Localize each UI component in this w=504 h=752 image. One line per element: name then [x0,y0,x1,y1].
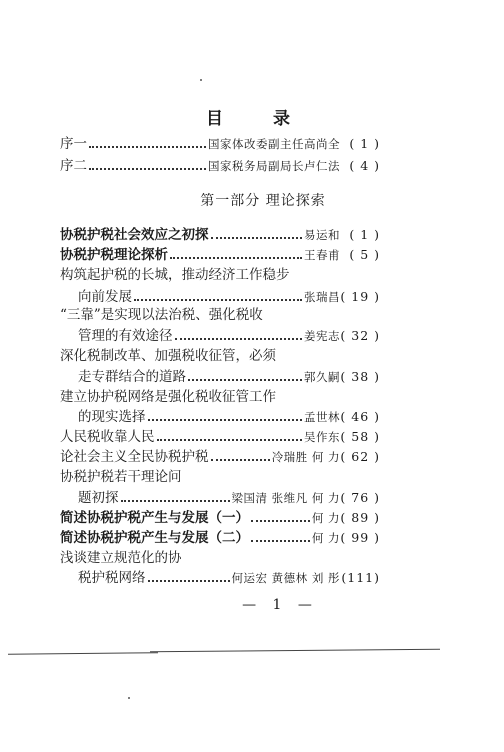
entry-page: ( 99 ) [340,530,380,545]
entry-title-cont: 题初探 [78,490,119,506]
toc-entry[interactable] [78,367,380,387]
entry-title: 论社会主义全民协税护税 [60,449,209,465]
entry-author: 何 力 [311,511,340,525]
entry-author: 国家体改委副主任高尚全 [208,137,340,151]
entry-title-cont: 走专群结合的道路 [78,369,186,385]
entry-author: 何 力 [311,531,340,545]
entry-author: 郭久嗣 [304,370,340,384]
toc-entry[interactable] [60,245,380,265]
entry-title: 协税护税理论探析 [60,247,168,263]
entry-title-cont: 的现实选择 [78,409,146,425]
entry-page: ( 5 ) [349,247,380,262]
dot-leader [148,419,303,421]
entry-page: ( 38 ) [340,369,380,384]
scan-line [8,652,158,655]
toc-entry-preface-2[interactable] [60,156,380,176]
entry-title: 协税护税若干理论问 [60,469,182,485]
toc-entry[interactable] [60,528,380,548]
entry-page: ( 4 ) [349,158,380,173]
entry-page: ( 1 ) [349,136,380,151]
dot-leader [121,500,230,502]
page-title: 目 录 [206,109,312,129]
entry-page: ( 19 ) [340,289,380,304]
entry-author: 易运和 [304,228,340,242]
entry-author: 王春甫 [304,248,340,262]
entry-author: 姜宪志 [304,329,340,343]
entry-title: 序二 [60,158,87,174]
entry-page: ( 89 ) [340,510,380,525]
entry-page: ( 76 ) [340,490,380,505]
toc-entry[interactable] [78,568,380,588]
entry-title: 简述协税护税产生与发展（二） [60,530,249,546]
scan-speck [128,697,130,699]
dot-leader [175,338,303,340]
toc-entry-preface-1[interactable] [60,134,380,154]
toc-entry-line[interactable] [60,548,182,568]
entry-author: 孟世林 [304,410,340,424]
entry-author: 梁国清 张维凡 何 力 [231,491,340,505]
section-heading: 第一部分 理论探索 [200,193,326,209]
dot-leader [211,459,270,461]
entry-page: ( 62 ) [340,449,380,464]
scan-line [150,649,440,653]
dot-leader [148,580,230,582]
scan-speck [200,79,202,81]
entry-page: ( 1 ) [349,227,380,242]
entry-title: 简述协税护税产生与发展（一） [60,510,249,526]
toc-entry[interactable] [78,488,380,508]
entry-title: 人民税收靠人民 [60,429,155,445]
entry-page: (111) [341,570,380,585]
entry-title: “三靠”是实现以法治税、强化税收 [60,307,263,323]
toc-entry[interactable] [60,225,380,245]
dot-leader [251,540,310,542]
toc-entry[interactable] [78,287,380,307]
entry-title: 序一 [60,136,87,152]
entry-title: 建立协护税网络是强化税收征管工作 [60,389,276,405]
entry-author: 国家税务局副局长卢仁法 [208,159,340,173]
entry-title-cont: 税护税网络 [78,570,146,586]
entry-title: 构筑起护税的长城，推动经济工作稳步 [60,267,290,283]
dot-leader [89,146,206,148]
entry-author: 吴作东 [304,430,340,444]
entry-page: ( 46 ) [340,409,380,424]
toc-entry[interactable] [78,326,380,346]
page-number: — 1 — [242,597,318,613]
entry-title-cont: 管理的有效途径 [78,328,173,344]
entry-title: 深化税制改革、加强税收征管，必须 [60,348,276,364]
dot-leader [170,257,302,259]
entry-title: 浅谈建立规范化的协 [60,550,182,566]
dot-leader [188,379,302,381]
toc-entry[interactable] [78,407,380,427]
dot-leader [211,237,303,239]
toc-entry[interactable] [60,508,380,528]
entry-author: 何运宏 黄德林 刘 彤 [231,571,340,585]
dot-leader [134,299,302,301]
dot-leader [157,439,303,441]
entry-title: 协税护税社会效应之初探 [60,227,209,243]
dot-leader [251,520,310,522]
entry-title-cont: 向前发展 [78,289,132,305]
entry-author: 张瑞昌 [304,290,340,304]
toc-entry-line[interactable] [60,305,263,325]
entry-page: ( 58 ) [340,429,380,444]
toc-entry-line[interactable] [60,467,182,487]
entry-author: 冷瑞胜 何 力 [271,450,340,464]
toc-entry-line[interactable] [60,387,276,407]
entry-page: ( 32 ) [340,328,380,343]
toc-entry-line[interactable] [60,265,290,285]
dot-leader [89,168,206,170]
toc-entry-line[interactable] [60,346,276,366]
toc-entry[interactable] [60,427,380,447]
toc-entry[interactable] [60,447,380,467]
